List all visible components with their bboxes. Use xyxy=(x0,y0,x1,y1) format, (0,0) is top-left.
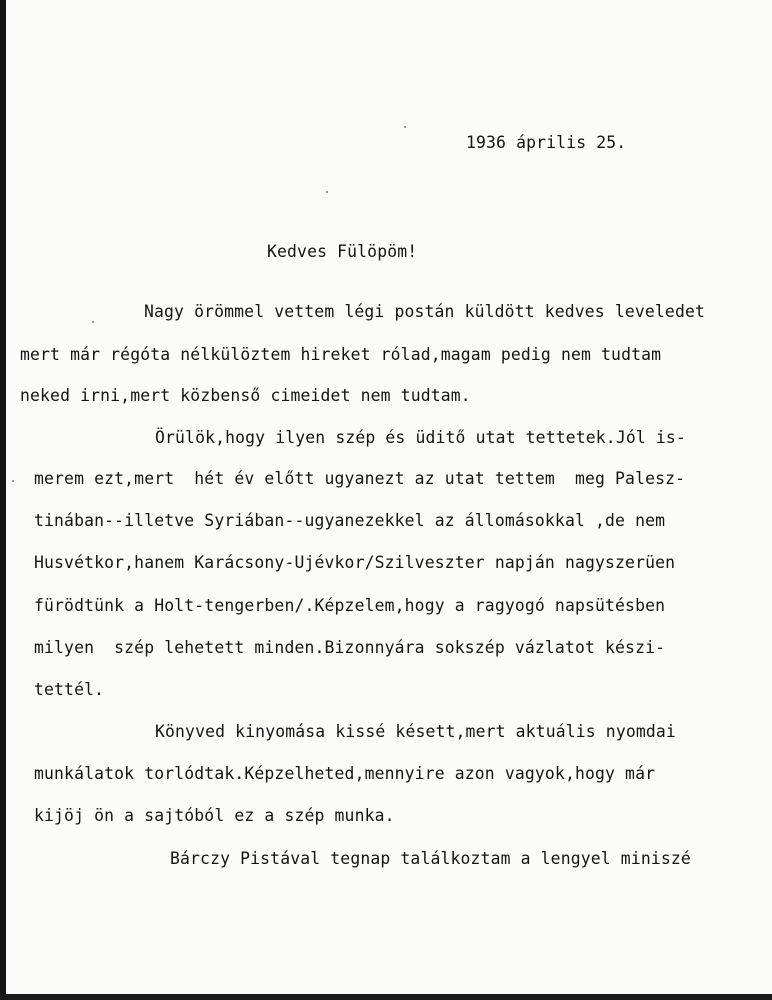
body-line: tinában--illetve Syriában--ugyanezekkel az állomásokkal ,de nem xyxy=(34,511,666,530)
body-line: munkálatok torlódtak.Képzelheted,mennyire azon vagyok,hogy már xyxy=(34,764,656,783)
body-line: Örülök,hogy ilyen szép és üditő utat tettetek.Jól is- xyxy=(155,428,686,447)
scan-bottom-edge xyxy=(0,994,772,1000)
body-line: fürödtünk a Holt-tengerben/.Képzelem,hogy a ragyogó napsütésben xyxy=(34,596,666,615)
body-line: neked irni,mert közbenső cimeidet nem tudtam. xyxy=(20,386,471,405)
paper-speck xyxy=(326,191,328,193)
body-line: Bárczy Pistával tegnap találkoztam a lengyel miniszé xyxy=(170,849,691,868)
body-line: merem ezt,mert hét év előtt ugyanezt az utat tettem meg Palesz- xyxy=(34,469,686,488)
body-line: tettél. xyxy=(34,680,105,699)
paper-speck xyxy=(92,321,94,323)
body-line: Husvétkor,hanem Karácsony-Ujévkor/Szilveszter napján nagyszerüen xyxy=(34,553,676,572)
letter-date: 1936 április 25. xyxy=(466,133,627,152)
body-line: Könyved kinyomása kissé késett,mert aktuális nyomdai xyxy=(155,722,676,741)
paper-speck xyxy=(404,126,406,128)
letter-salutation: Kedves Fülöpöm! xyxy=(267,242,418,261)
body-line: Nagy örömmel vettem légi postán küldött kedves leveledet xyxy=(144,302,706,321)
body-line: mert már régóta nélkülöztem hireket rólad,magam pedig nem tudtam xyxy=(20,345,662,364)
paper-speck xyxy=(12,480,14,482)
body-line: kijöj ön a sajtóból ez a szép munka. xyxy=(34,806,395,825)
scan-left-edge xyxy=(0,0,6,1000)
body-line: milyen szép lehetett minden.Bizonnyára sokszép vázlatot készi- xyxy=(34,638,666,657)
